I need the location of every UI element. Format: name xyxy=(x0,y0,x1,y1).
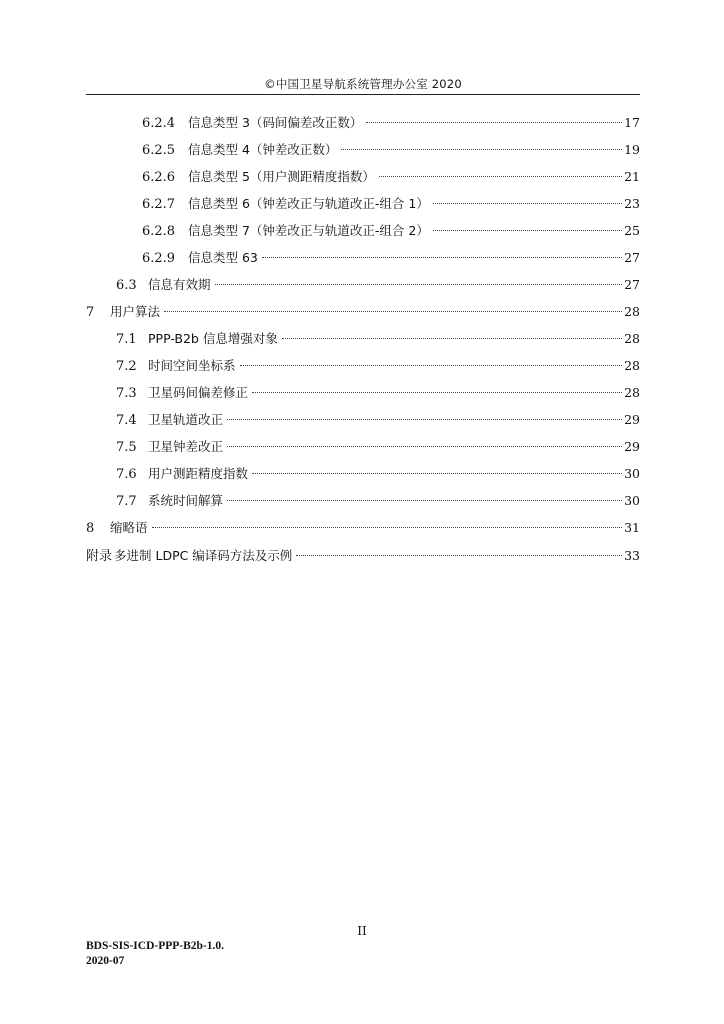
toc-entry-number: 7.3 xyxy=(116,386,137,401)
toc-entry[interactable] xyxy=(86,464,640,491)
toc-entry-number: 6.3 xyxy=(116,278,137,293)
toc-entry-number: 6.2.8 xyxy=(142,224,176,239)
document-date: 2020-07 xyxy=(86,955,125,967)
toc-entry-title: 系统时间解算 xyxy=(148,493,224,508)
page-header: ©中国卫星导航系统管理办公室 2020 xyxy=(264,77,462,91)
dot-leader xyxy=(152,527,622,528)
dot-leader xyxy=(433,230,622,231)
dot-leader xyxy=(164,311,622,312)
toc-entry-number: 6.2.9 xyxy=(142,251,176,266)
toc-entry[interactable] xyxy=(86,329,640,356)
dot-leader xyxy=(227,500,622,501)
toc-entry-page: 21 xyxy=(624,169,640,184)
toc-entry-number: 附录 xyxy=(86,549,113,564)
toc-entry[interactable] xyxy=(86,221,640,248)
toc-entry-page: 17 xyxy=(624,115,640,130)
document-meta xyxy=(86,939,224,969)
toc-entry[interactable] xyxy=(86,194,640,221)
toc-entry[interactable] xyxy=(86,545,640,572)
toc-entry-page: 29 xyxy=(624,439,640,454)
toc-entry[interactable] xyxy=(86,248,640,275)
header-rule xyxy=(86,94,640,95)
toc-entry[interactable] xyxy=(86,437,640,464)
dot-leader xyxy=(240,365,622,366)
toc-entry-title: 信息有效期 xyxy=(148,277,211,292)
toc-entry-number: 7.6 xyxy=(116,467,137,482)
toc-entry-number: 6.2.4 xyxy=(142,116,176,131)
dot-leader xyxy=(252,473,622,474)
toc-entry[interactable] xyxy=(86,275,640,302)
toc-entry-number: 7 xyxy=(86,305,95,320)
toc-entry-title: 信息类型 3（码间偏差改正数） xyxy=(188,115,363,130)
toc-entry-title: 时间空间坐标系 xyxy=(148,358,236,373)
toc-entry-page: 28 xyxy=(624,358,640,373)
toc-entry-number: 7.7 xyxy=(116,494,137,509)
toc-entry-page: 28 xyxy=(624,385,640,400)
dot-leader xyxy=(296,555,622,556)
toc-entry-number: 8 xyxy=(86,521,95,536)
toc-entry-number: 7.2 xyxy=(116,359,137,374)
toc-entry-page: 29 xyxy=(624,412,640,427)
toc-entry-page: 33 xyxy=(624,548,640,563)
document-id: BDS-SIS-ICD-PPP-B2b-1.0. xyxy=(86,940,225,952)
toc-entry[interactable] xyxy=(86,113,640,140)
toc-entry-title: 信息类型 7（钟差改正与轨道改正-组合 2） xyxy=(188,223,429,238)
toc-entry[interactable] xyxy=(86,302,640,329)
toc-entry-title: 卫星码间偏差修正 xyxy=(148,385,249,400)
dot-leader xyxy=(433,203,622,204)
toc-entry-title: PPP-B2b 信息增强对象 xyxy=(148,331,278,346)
toc-entry[interactable] xyxy=(86,410,640,437)
toc-entry-title: 信息类型 4（钟差改正数） xyxy=(188,142,338,157)
dot-leader xyxy=(282,338,622,339)
toc-entry-number: 7.1 xyxy=(116,332,137,347)
toc-entry-page: 25 xyxy=(624,223,640,238)
toc-entry-page: 19 xyxy=(624,142,640,157)
toc-entry[interactable] xyxy=(86,167,640,194)
toc-entry-number: 6.2.6 xyxy=(142,170,176,185)
toc-entry-title: 信息类型 5（用户测距精度指数） xyxy=(188,169,375,184)
toc-entry-page: 23 xyxy=(624,196,640,211)
toc-entry-number: 7.4 xyxy=(116,413,137,428)
toc-entry-page: 28 xyxy=(624,304,640,319)
toc-entry-title: 用户测距精度指数 xyxy=(148,466,249,481)
toc-entry-page: 31 xyxy=(624,520,640,535)
dot-leader xyxy=(262,257,622,258)
toc-entry[interactable] xyxy=(86,518,640,545)
dot-leader xyxy=(227,419,622,420)
toc-entry-page: 30 xyxy=(624,466,640,481)
dot-leader xyxy=(227,446,622,447)
page-number: II xyxy=(357,924,367,938)
toc-entry-page: 27 xyxy=(624,277,640,292)
toc-entry-title: 缩略语 xyxy=(110,520,148,535)
dot-leader xyxy=(366,122,622,123)
dot-leader xyxy=(379,176,622,177)
toc-entry-title: 多进制 LDPC 编译码方法及示例 xyxy=(114,548,293,563)
toc-entry-page: 28 xyxy=(624,331,640,346)
toc-entry-title: 卫星轨道改正 xyxy=(148,412,224,427)
toc-entry[interactable] xyxy=(86,491,640,518)
toc-entry-title: 用户算法 xyxy=(110,304,161,319)
toc-entry-title: 卫星钟差改正 xyxy=(148,439,224,454)
toc-entry[interactable] xyxy=(86,140,640,167)
table-of-contents xyxy=(86,113,640,572)
toc-entry-number: 6.2.5 xyxy=(142,143,176,158)
toc-entry[interactable] xyxy=(86,356,640,383)
toc-entry[interactable] xyxy=(86,383,640,410)
toc-entry-title: 信息类型 6（钟差改正与轨道改正-组合 1） xyxy=(188,196,429,211)
dot-leader xyxy=(341,149,622,150)
toc-entry-page: 27 xyxy=(624,250,640,265)
toc-entry-number: 6.2.7 xyxy=(142,197,176,212)
dot-leader xyxy=(215,284,622,285)
dot-leader xyxy=(252,392,622,393)
toc-entry-page: 30 xyxy=(624,493,640,508)
toc-entry-number: 7.5 xyxy=(116,440,137,455)
toc-entry-title: 信息类型 63 xyxy=(188,250,258,265)
